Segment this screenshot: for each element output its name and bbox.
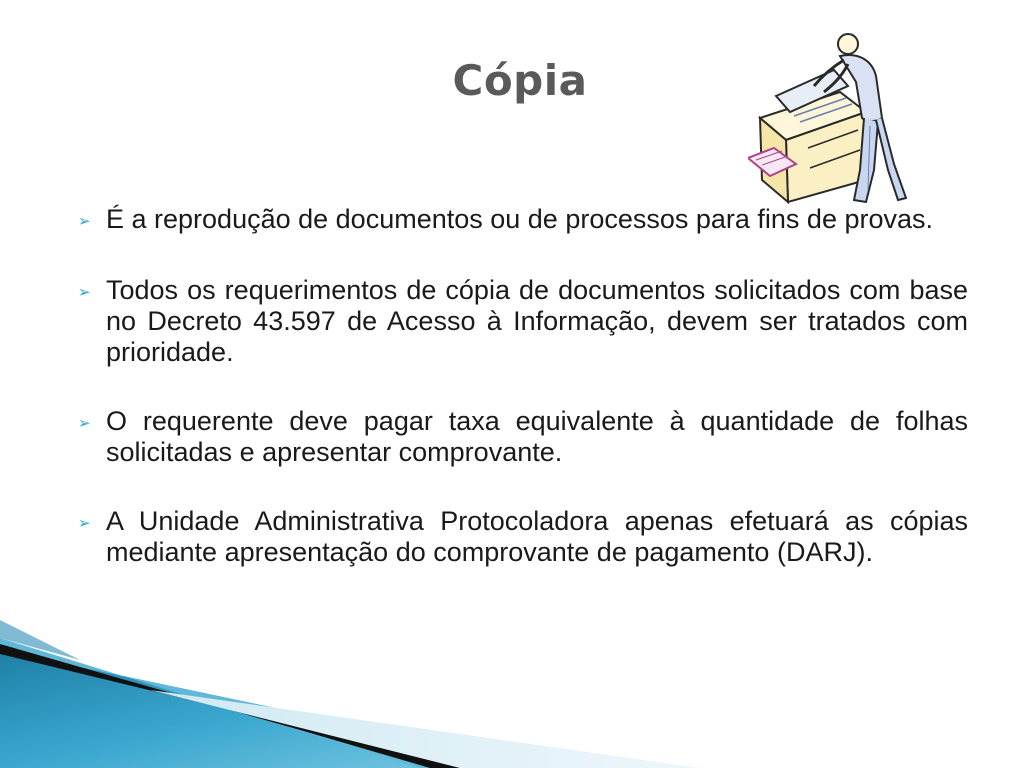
chevron-right-icon: ➢ bbox=[78, 514, 91, 532]
bullet-text: A Unidade Administrativa Protocoladora apenas efetuará as cópias mediante apresentação do comprovante de pagamento (DARJ). bbox=[106, 506, 968, 567]
bullet-item bbox=[78, 506, 968, 568]
bullet-item bbox=[78, 406, 968, 468]
bullet-item bbox=[78, 275, 968, 368]
chevron-right-icon: ➢ bbox=[78, 283, 91, 301]
bullet-text: É a reprodução de documentos ou de processos para fins de provas. bbox=[106, 204, 934, 234]
chevron-right-icon: ➢ bbox=[78, 212, 91, 230]
bullet-text: Todos os requerimentos de cópia de documentos solicitados com base no Decreto 43.597 de Acesso à Informação, devem ser tratados com prioridade. bbox=[106, 275, 968, 367]
slide-title: Cópia bbox=[452, 56, 588, 105]
corner-wave-decoration bbox=[0, 620, 1024, 768]
bullet-list bbox=[78, 204, 968, 606]
bullet-text: O requerente deve pagar taxa equivalente à quantidade de folhas solicitadas e apresentar comprovante. bbox=[106, 406, 968, 467]
photocopier-clipart-icon bbox=[748, 30, 908, 205]
bullet-item bbox=[78, 204, 968, 237]
chevron-right-icon: ➢ bbox=[78, 414, 91, 432]
